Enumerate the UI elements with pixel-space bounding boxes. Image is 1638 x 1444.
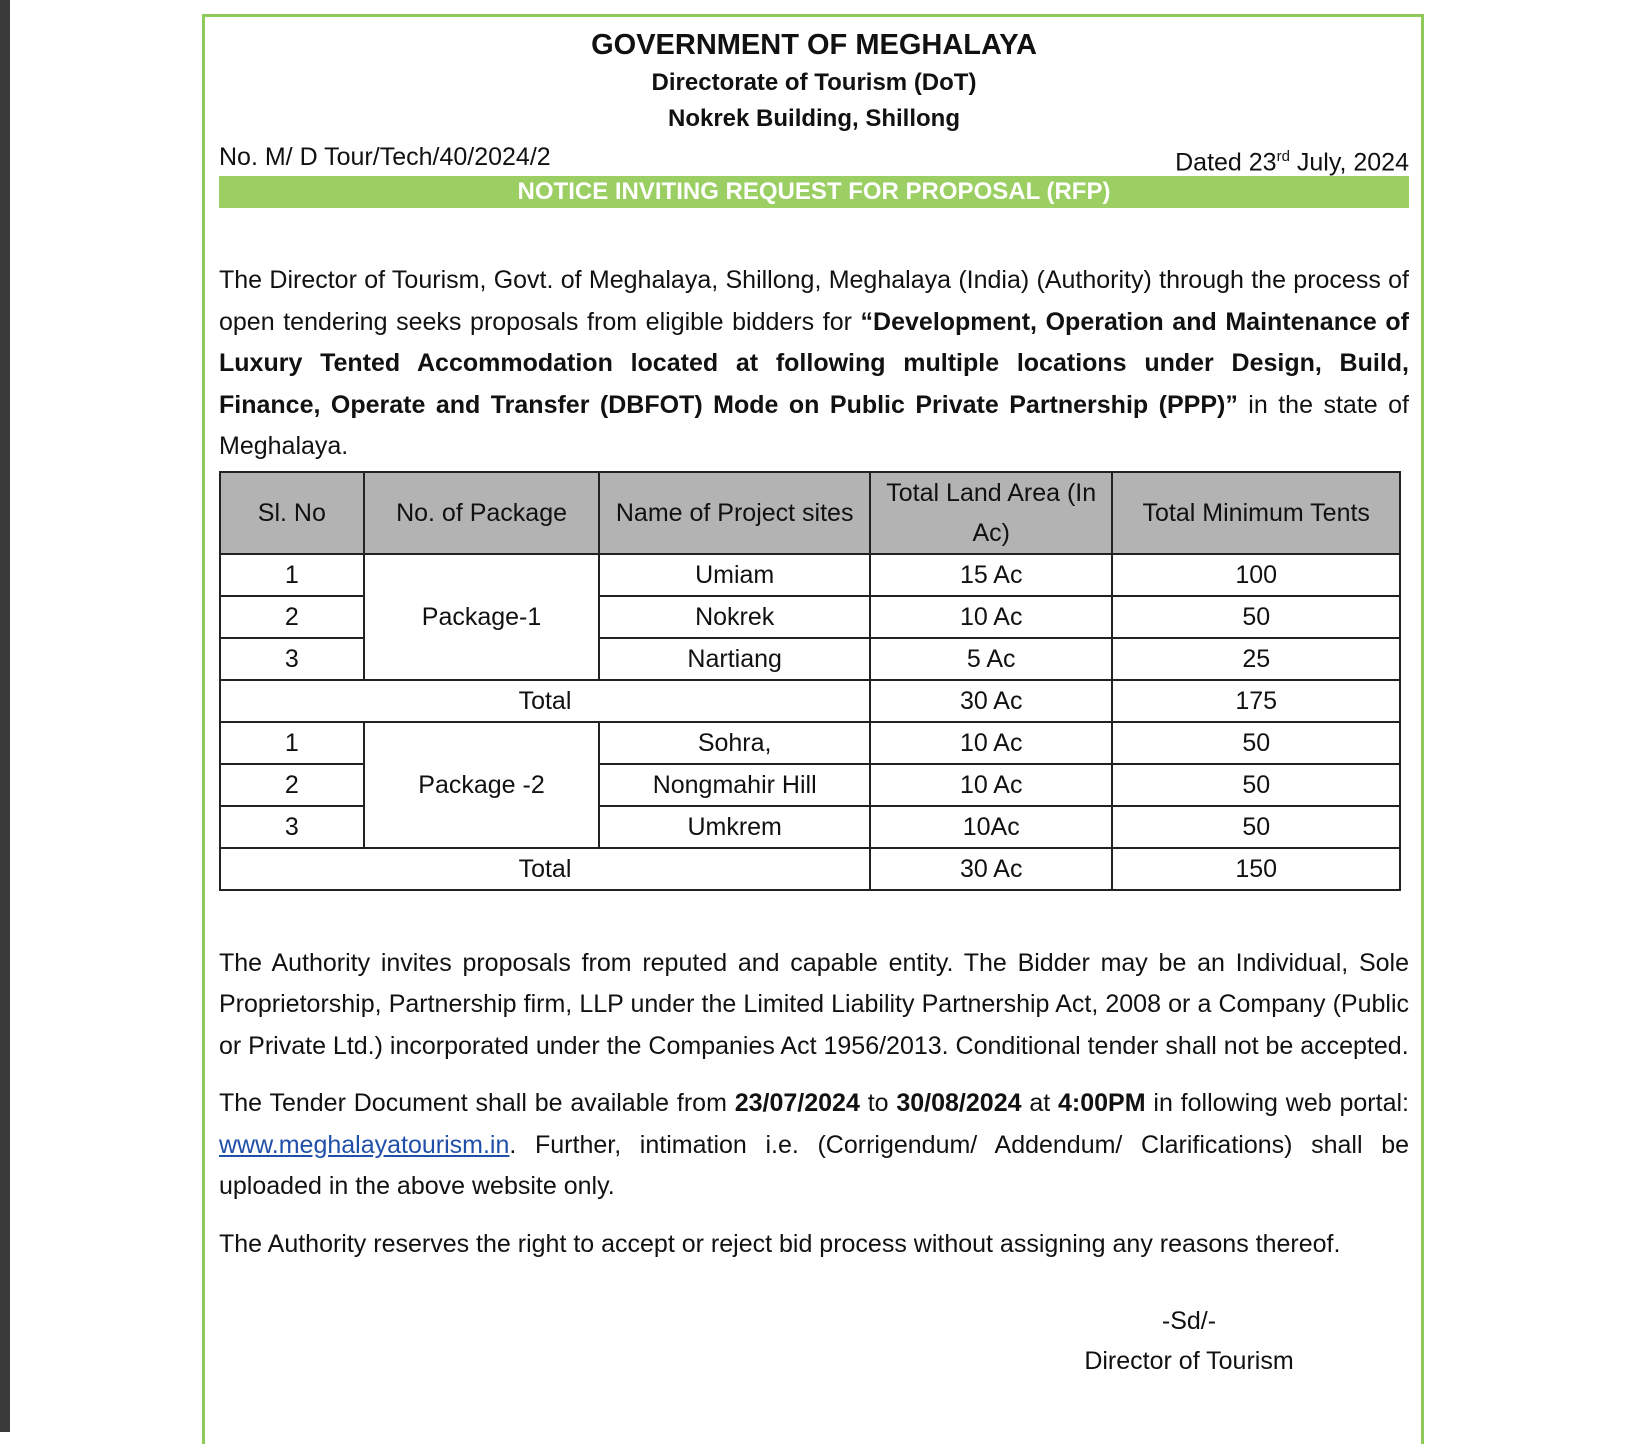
min-tents: 100 — [1112, 554, 1400, 596]
header-package: No. of Package — [364, 472, 600, 554]
tourism-portal-link[interactable]: www.meghalayatourism.in — [219, 1130, 510, 1159]
sl-no: 2 — [220, 764, 364, 806]
sl-no: 2 — [220, 596, 364, 638]
government-title: GOVERNMENT OF MEGHALAYA — [591, 29, 1037, 61]
min-tents: 50 — [1112, 764, 1400, 806]
land-area: 15 Ac — [870, 554, 1113, 596]
address-line: Nokrek Building, Shillong — [667, 105, 960, 132]
site-name: Nokrek — [599, 596, 870, 638]
site-name: Nongmahir Hill — [599, 764, 870, 806]
availability-paragraph: The Tender Document shall be available from 23/07/2024 to 30/08/2024 at 4:00PM in following web portal: www.meghalayatourism.in. Further, intimation i.e. (Corrigendum/ Addendum/ Clarifications) shall be uploaded in the above website only. — [219, 1089, 1409, 1200]
total-tents: 150 — [1112, 848, 1400, 890]
start-date: 23/07/2024 — [734, 1089, 860, 1117]
reference-number: No. M/ D Tour/Tech/40/2024/2 — [219, 143, 551, 171]
end-date: 30/08/2024 — [896, 1089, 1022, 1117]
header-sl-no: Sl. No — [220, 472, 364, 554]
project-title: “Development, Operation and Maintenance of Luxury Tented Accommodation located at following multiple locations under Design, Build, Finance, Operate and Transfer (DBFOT) Mode on Public Private Partnership (PPP)” — [219, 307, 1409, 419]
total-area: 30 Ac — [870, 848, 1113, 890]
land-area: 5 Ac — [870, 638, 1113, 680]
table-header-row — [220, 472, 1400, 554]
intro-paragraph: The Director of Tourism, Govt. of Meghalaya, Shillong, Meghalaya (India) (Authority) through the process of open tendering seeks proposals from eligible bidders for “Development, Operation and Maintenance of Luxury Tented Accommodation located at following multiple locations under Design, Build, Finance, Operate and Transfer (DBFOT) Mode on Public Private Partnership (PPP)” in the state of Meghalaya. — [219, 266, 1409, 460]
total-tents: 175 — [1112, 680, 1400, 722]
land-area: 10Ac — [870, 806, 1113, 848]
notice-content — [219, 17, 1409, 1375]
site-name: Nartiang — [599, 638, 870, 680]
sl-no: 3 — [220, 806, 364, 848]
reference-line — [219, 139, 1409, 175]
total-row — [220, 680, 1400, 722]
notice-date: Dated 23rd July, 2024 — [1175, 148, 1409, 177]
total-label: Total — [220, 680, 870, 722]
directorate-title: Directorate of Tourism (DoT) — [651, 69, 977, 96]
table-row — [220, 722, 1400, 764]
min-tents: 25 — [1112, 638, 1400, 680]
land-area: 10 Ac — [870, 764, 1113, 806]
window-edge — [0, 0, 10, 1432]
notice-page — [202, 14, 1424, 1444]
total-area: 30 Ac — [870, 680, 1113, 722]
land-area: 10 Ac — [870, 722, 1113, 764]
site-name: Umkrem — [599, 806, 870, 848]
total-label: Total — [220, 848, 870, 890]
sl-no: 3 — [220, 638, 364, 680]
site-name: Umiam — [599, 554, 870, 596]
land-area: 10 Ac — [870, 596, 1113, 638]
table-row — [220, 554, 1400, 596]
min-tents: 50 — [1112, 722, 1400, 764]
signature-title: Director of Tourism — [1084, 1347, 1294, 1375]
min-tents: 50 — [1112, 596, 1400, 638]
sl-no: 1 — [220, 722, 364, 764]
package-name: Package-1 — [364, 554, 600, 680]
closing-time: 4:00PM — [1058, 1089, 1146, 1117]
package-name: Package -2 — [364, 722, 600, 848]
header-min-tents: Total Minimum Tents — [1112, 472, 1400, 554]
total-row — [220, 848, 1400, 890]
rights-paragraph: The Authority reserves the right to accept or reject bid process without assigning any reasons thereof. — [219, 1229, 1341, 1258]
eligibility-paragraph: The Authority invites proposals from reputed and capable entity. The Bidder may be an Individual, Sole Proprietorship, Partnership firm, LLP under the Limited Liability Partnership Act, 2008 or a Company (Public or Private Ltd.) incorporated under the Companies Act 1956/2013. Conditional tender shall not be accepted. — [219, 948, 1409, 1060]
sl-no: 1 — [220, 554, 364, 596]
min-tents: 50 — [1112, 806, 1400, 848]
header-land-area: Total Land Area (In Ac) — [870, 472, 1113, 554]
site-name: Sohra, — [599, 722, 870, 764]
project-sites-table — [219, 471, 1401, 891]
signature-sd: -Sd/- — [1161, 1307, 1217, 1335]
rfp-banner: NOTICE INVITING REQUEST FOR PROPOSAL (RFP) — [219, 176, 1409, 208]
header-project-sites: Name of Project sites — [599, 472, 870, 554]
